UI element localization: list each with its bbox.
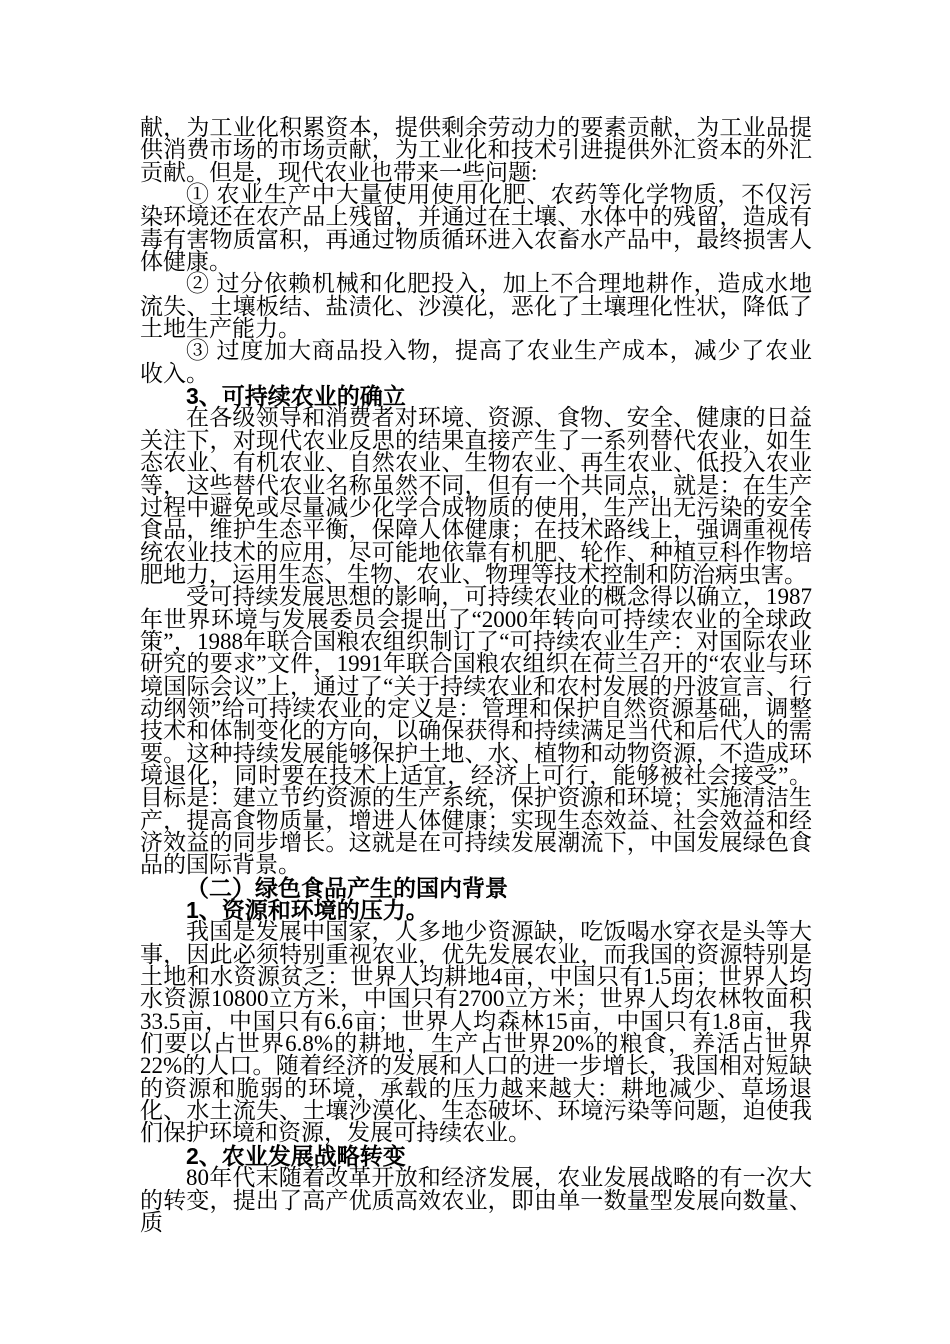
paragraph: 在各级领导和消费者对环境、资源、食物、安全、健康的日益关注下，对现代农业反思的结果直接产生了一系列替代农业，如生态农业、有机农业、自然农业、生物农业、再生农业、低投入农业等，这些替代农业名称虽然不同，但有一个共同点，就是：在生产过程中避免或尽量减少化学合成物质的使用，生产出无污染的安全食品，维护生态平衡，保障人体健康；在技术路线上，强调重视传统农业技术的应用，尽可能地依靠有机肥、轮作、种植豆科作物培肥地力，运用生态、生物、农业、物理等技术控制和防治病虫害。	[140, 405, 812, 587]
paragraph: 80年代末随着改革开放和经济发展，农业发展战略的有一次大的转变，提出了高产优质高效农业，即由单一数量型发展向数量、质	[140, 1165, 812, 1235]
paragraph: 献，为工业化积累资本，提供剩余劳动力的要素贡献，为工业品提供消费市场的市场贡献，为工业化和技术引进提供外汇资本的外汇贡献。但是，现代农业也带来一些问题:	[140, 115, 812, 185]
paragraph: ① 农业生产中大量使用使用化肥、农药等化学物质，不仅污染环境还在农产品上残留，并通过在土壤、水体中的残留，造成有毒有害物质富积，再通过物质循环进入农畜水产品中，最终损害人体健康。	[140, 182, 812, 275]
section-heading: （二）绿色食品产生的国内背景	[186, 874, 508, 901]
paragraph: 我国是发展中国家，人多地少资源缺，吃饭喝水穿衣是头等大事，因此必须特别重视农业，优先发展农业，而我国的资源特别是土地和水资源贫乏：世界人均耕地4亩，中国只有1.5亩；世界人均水资源10800立方米，中国只有2700立方米；世界人均农林牧面积33.5亩，中国只有6.6亩；世界人均森林15亩，中国只有1.8亩，我们要以占世界6.8%的耕地，生产占世界20%的粮食，养活占世界22%的人口。随着经济的发展和人口的进一步增长，我国相对短缺的资源和脆弱的环境，承载的压力越来越大：耕地减少、草场退化、水土流失、土壤沙漠化、生态破坏、环境污染等问题，迫使我们保护环境和资源，发展可持续农业。	[140, 919, 812, 1146]
paragraph: ② 过分依赖机械和化肥投入，加上不合理地耕作，造成水地流失、土壤板结、盐渍化、沙漠化，恶化了土壤理化性状，降低了土地生产能力。	[140, 271, 812, 342]
section-heading: 2、农业发展战略转变	[186, 1142, 406, 1169]
paragraph: 受可持续发展思想的影响，可持续农业的概念得以确立，1987年世界环境与发展委员会提出了“2000年转向可持续农业的全球政策”，1988年联合国粮农组织制订了“可持续农业生产：对国际农业研究的要求”文件，1991年联合国粮农组织在荷兰召开的“农业与环境国际会议”上，通过了“关于持续农业和农村发展的丹波宣言、行动纲领”给可持续农业的定义是：管理和保护自然资源基础，调整技术和体制变化的方向，以确保获得和持续满足当代和后代人的需要。这种持续发展能够保护土地、水、植物和动物资源，不造成环境退化，同时要在技术上适宜，经济上可行，能够被社会接受”。目标是：建立节约资源的生产系统，保护资源和环境；实施清洁生产，提高食物质量，增进人体健康；实现生态效益、社会效益和经济效益的同步增长。这就是在可持续发展潮流下，中国发展绿色食品的国际背景。	[140, 584, 812, 878]
paragraph: ③ 过度加大商品投入物，提高了农业生产成本，减少了农业收入。	[140, 338, 812, 386]
document-text	[140, 117, 812, 1234]
section-heading: 3、可持续农业的确立	[186, 383, 406, 410]
section-heading: 1、资源和环境的压力。	[186, 897, 429, 924]
